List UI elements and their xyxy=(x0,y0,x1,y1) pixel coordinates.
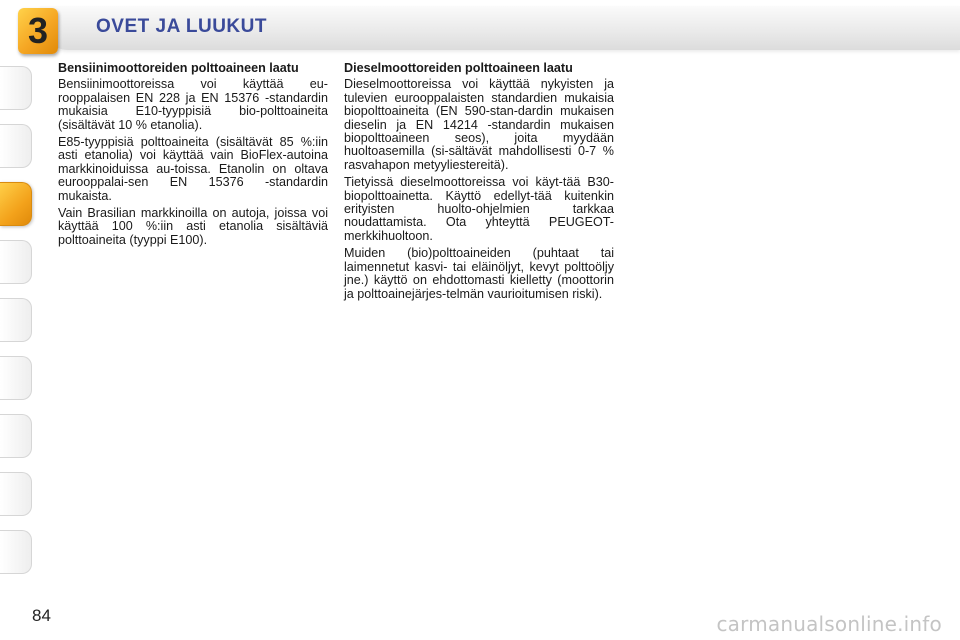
chapter-tab-8[interactable] xyxy=(0,472,32,516)
chapter-tab-1[interactable] xyxy=(0,66,32,110)
chapter-tab-7[interactable] xyxy=(0,414,32,458)
diesel-paragraph-2: Tietyissä dieselmoottoreissa voi käyt-tää B30-biopolttoainetta. Käyttö edellyt-tää kuitenkin erityisten huolto-ohjelmien tarkkaa noudattamista. Ota yhteyttä PEUGEOT-merkkihuoltoon. xyxy=(344,175,614,243)
diesel-paragraph-3: Muiden (bio)polttoaineiden (puhtaat tai laimennetut kasvi- tai eläinöljyt, kevyt polttoöljy jne.) käyttö on ehdottomasti kielletty (moottorin ja polttoainejärjes-telmän vaurioitumisen riski). xyxy=(344,246,614,301)
chapter-title: OVET JA LUUKUT xyxy=(96,16,267,37)
chapter-number-badge xyxy=(18,8,58,54)
chapter-tab-6[interactable] xyxy=(0,356,32,400)
watermark-text: carmanualsonline.info xyxy=(716,612,942,636)
diesel-fuel-heading: Dieselmoottoreiden polttoaineen laatu xyxy=(344,61,573,75)
chapter-tabs xyxy=(0,66,34,576)
petrol-paragraph-3: Vain Brasilian markkinoilla on autoja, joissa voi käyttää 100 %:iin asti etanolia sisältäviä polttoaineita (tyyppi E100). xyxy=(58,206,328,247)
chapter-tab-9[interactable] xyxy=(0,530,32,574)
petrol-fuel-section xyxy=(58,62,328,251)
petrol-fuel-heading: Bensiinimoottoreiden polttoaineen laatu xyxy=(58,61,299,75)
chapter-tab-2[interactable] xyxy=(0,124,32,168)
petrol-paragraph-1: Bensiinimoottoreissa voi käyttää eu-rooppalaisen EN 228 ja EN 15376 -standardin mukaisia E10-tyyppisiä bio-polttoaineita (sisältävät 10 % etanolia). xyxy=(58,77,328,132)
chapter-tab-3-active[interactable] xyxy=(0,182,32,226)
chapter-tab-4[interactable] xyxy=(0,240,32,284)
chapter-number: 3 xyxy=(27,10,49,51)
page-number: 84 xyxy=(32,606,51,625)
chapter-tab-5[interactable] xyxy=(0,298,32,342)
diesel-fuel-section xyxy=(344,62,614,305)
petrol-paragraph-2: E85-tyyppisiä polttoaineita (sisältävät 85 %:iin asti etanolia) voi käyttää vain BioFlex-autoina markkinoiduissa au-toissa. Etanolin on oltava eurooppalai-sen EN 15376 -standardin mukaista. xyxy=(58,135,328,203)
diesel-paragraph-1: Dieselmoottoreissa voi käyttää nykyisten ja tulevien eurooppalaisten standardien mukaisia biopolttoaineita (EN 590-stan-dardin mukaisen dieselin ja EN 14214 -standardin mukaisen biopolttoaineen seos), joita myydään huoltoasemilla (si-sältävät mahdollisesti 0-7 % rasvahapon metyyliestereitä). xyxy=(344,77,614,172)
